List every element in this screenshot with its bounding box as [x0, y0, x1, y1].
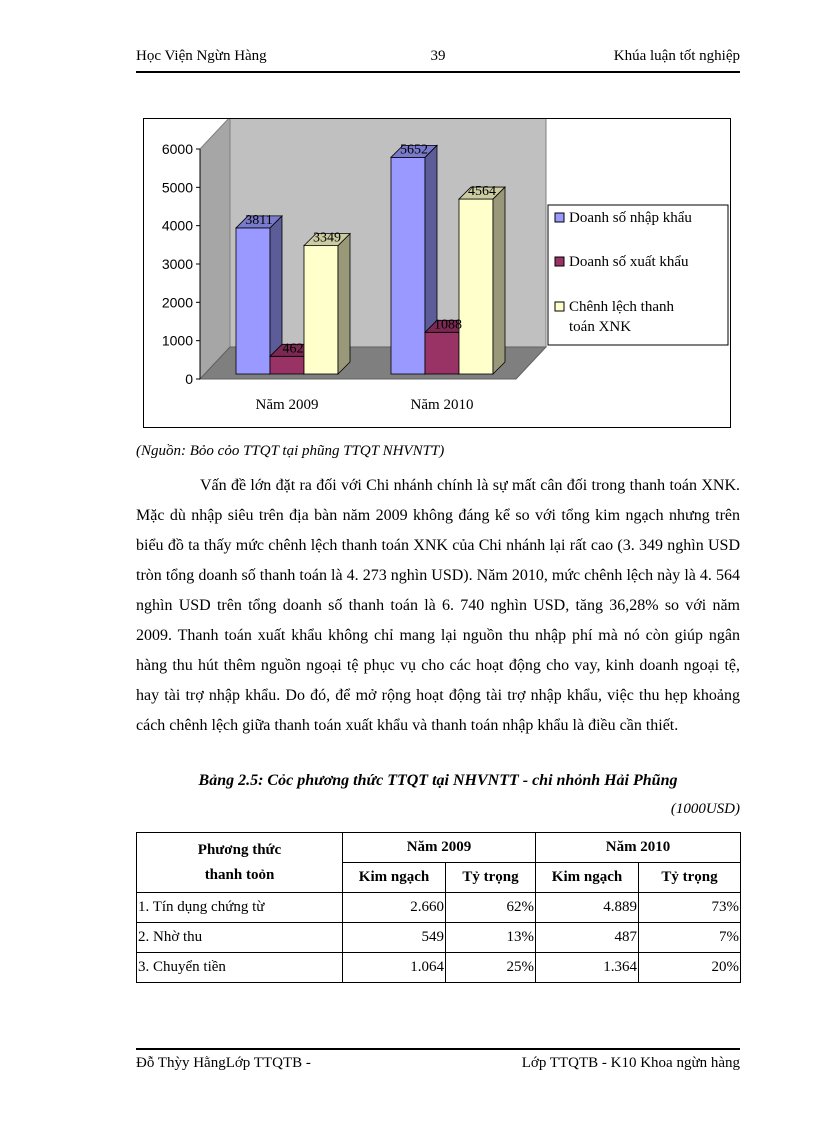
table-title: Bảng 2.5: Cỏc phương thức TTQT tại NHVNTT - chi nhỏnh Hải Phũng [198, 772, 678, 789]
row-label: 2. Nhờ thu [137, 923, 343, 953]
y-tick-label: 5000 [161, 179, 193, 196]
bar [459, 199, 493, 374]
footer-rule [136, 1048, 740, 1050]
legend-label: Doanh số nhập khẩu [569, 210, 692, 226]
header-document-type: Khúa luận tốt nghiệp [613, 48, 740, 64]
table-row [137, 893, 741, 923]
row-label: 3. Chuyển tiền [137, 953, 343, 983]
header-institution: Học Viện Ngừn Hàng [136, 48, 267, 64]
chart-source-note: (Nguồn: Bỏo cỏo TTQT tại phũng TTQT NHVNTT) [136, 443, 445, 459]
footer-class: Lớp TTQTB - K10 Khoa ngừn hàng [521, 1055, 740, 1071]
chart-side-wall [200, 119, 230, 379]
legend-swatch [555, 257, 564, 266]
chart-frame [143, 118, 731, 428]
footer-author: Đỗ Thỳy HằngLớp TTQTB - [136, 1055, 311, 1071]
legend-label: Doanh số xuất khẩu [569, 254, 689, 270]
header-method [137, 833, 343, 893]
data-label: 3811 [245, 212, 273, 228]
table-row [137, 953, 741, 983]
amount-2010: 487 [536, 923, 639, 953]
y-tick-label: 3000 [161, 256, 193, 272]
y-tick-label: 2000 [161, 294, 193, 311]
bar [391, 157, 425, 374]
share-2010: 7% [639, 923, 741, 953]
payment-methods-table [136, 832, 741, 983]
legend-label-continued: toán XNK [569, 319, 632, 335]
legend-label: Chênh lệch thanh [569, 299, 674, 315]
table-row [137, 923, 741, 953]
body-paragraph: Vấn đề lớn đặt ra đối với Chi nhánh chính là sự mất cân đối trong thanh toán XNK. Mặc dù nhập siêu trên địa bàn năm 2009 không đáng kể so với tổng kim ngạch nhưng trên biểu đồ ta thấy mức chênh lệch thanh toán XNK của Chi nhánh lại rất cao (3. 349 nghìn USD tròn tổng doanh số thanh toán là 4. 273 nghìn USD). Năm 2010, mức chênh lệch này là 4. 564 nghìn USD trên tổng doanh số thanh toán là 6. 740 nghìn USD, tăng 36,28% so với năm 2009. Thanh toán xuất khẩu không chỉ mang lại nguồn thu nhập phí mà nó còn giúp ngân hàng thu hút thêm nguồn ngoại tệ phục vụ cho các hoạt động cho vay, kinh doanh ngoại tệ, hay tài trợ nhập khẩu. Do đó, để mở rộng hoạt động tài trợ nhập khẩu, việc thu hẹp khoảng cách chênh lệch giữa thanh toán xuất khẩu và thanh toán nhập khẩu là điều cần thiết. [136, 477, 740, 734]
data-label: 5652 [400, 142, 428, 158]
legend-swatch [555, 302, 564, 311]
data-label: 462 [282, 341, 304, 357]
share-2010: 73% [639, 893, 741, 923]
y-tick-label: 6000 [161, 141, 193, 157]
table-unit: (1000USD) [670, 801, 740, 817]
amount-2010: 1.364 [536, 953, 639, 983]
header-rule [136, 71, 740, 73]
bar [236, 228, 270, 374]
header-share-2009: Tỷ trọng [446, 863, 536, 893]
page-number: 39 [430, 48, 446, 64]
amount-2009: 549 [343, 923, 446, 953]
x-axis [256, 397, 474, 413]
y-tick-label: 1000 [161, 332, 193, 349]
amount-2009: 2.660 [343, 893, 446, 923]
header-year-2010: Năm 2010 [536, 833, 741, 863]
bar [270, 356, 304, 374]
share-2009: 62% [446, 893, 536, 923]
data-label: 1088 [434, 317, 462, 333]
chart-legend [548, 205, 728, 345]
x-tick-label: Năm 2010 [410, 397, 474, 413]
header-method-line2: thanh toỏn [204, 866, 275, 883]
share-2009: 25% [446, 953, 536, 983]
header-share-2010: Tỷ trọng [639, 863, 741, 893]
y-axis [162, 141, 200, 387]
page-header [136, 48, 740, 70]
header-method-line1: Phương thức [197, 841, 282, 858]
header-amount-2010: Kim ngạch [536, 863, 639, 893]
x-tick-label: Năm 2009 [255, 397, 319, 413]
y-tick-label: 4000 [161, 217, 193, 234]
bar [425, 332, 459, 374]
header-year-2009: Năm 2009 [343, 833, 536, 863]
header-amount-2009: Kim ngạch [343, 863, 446, 893]
data-label: 3349 [313, 230, 341, 246]
bar-chart [144, 119, 732, 429]
y-tick-label: 0 [185, 371, 193, 387]
legend-swatch [555, 213, 564, 222]
amount-2010: 4.889 [536, 893, 639, 923]
bar-side [493, 187, 505, 374]
table-header-row [137, 833, 741, 863]
bar-side [338, 234, 350, 374]
data-label: 4564 [468, 184, 496, 200]
amount-2009: 1.064 [343, 953, 446, 983]
bar [304, 246, 338, 374]
share-2009: 13% [446, 923, 536, 953]
row-label: 1. Tín dụng chứng từ [137, 893, 343, 923]
share-2010: 20% [639, 953, 741, 983]
